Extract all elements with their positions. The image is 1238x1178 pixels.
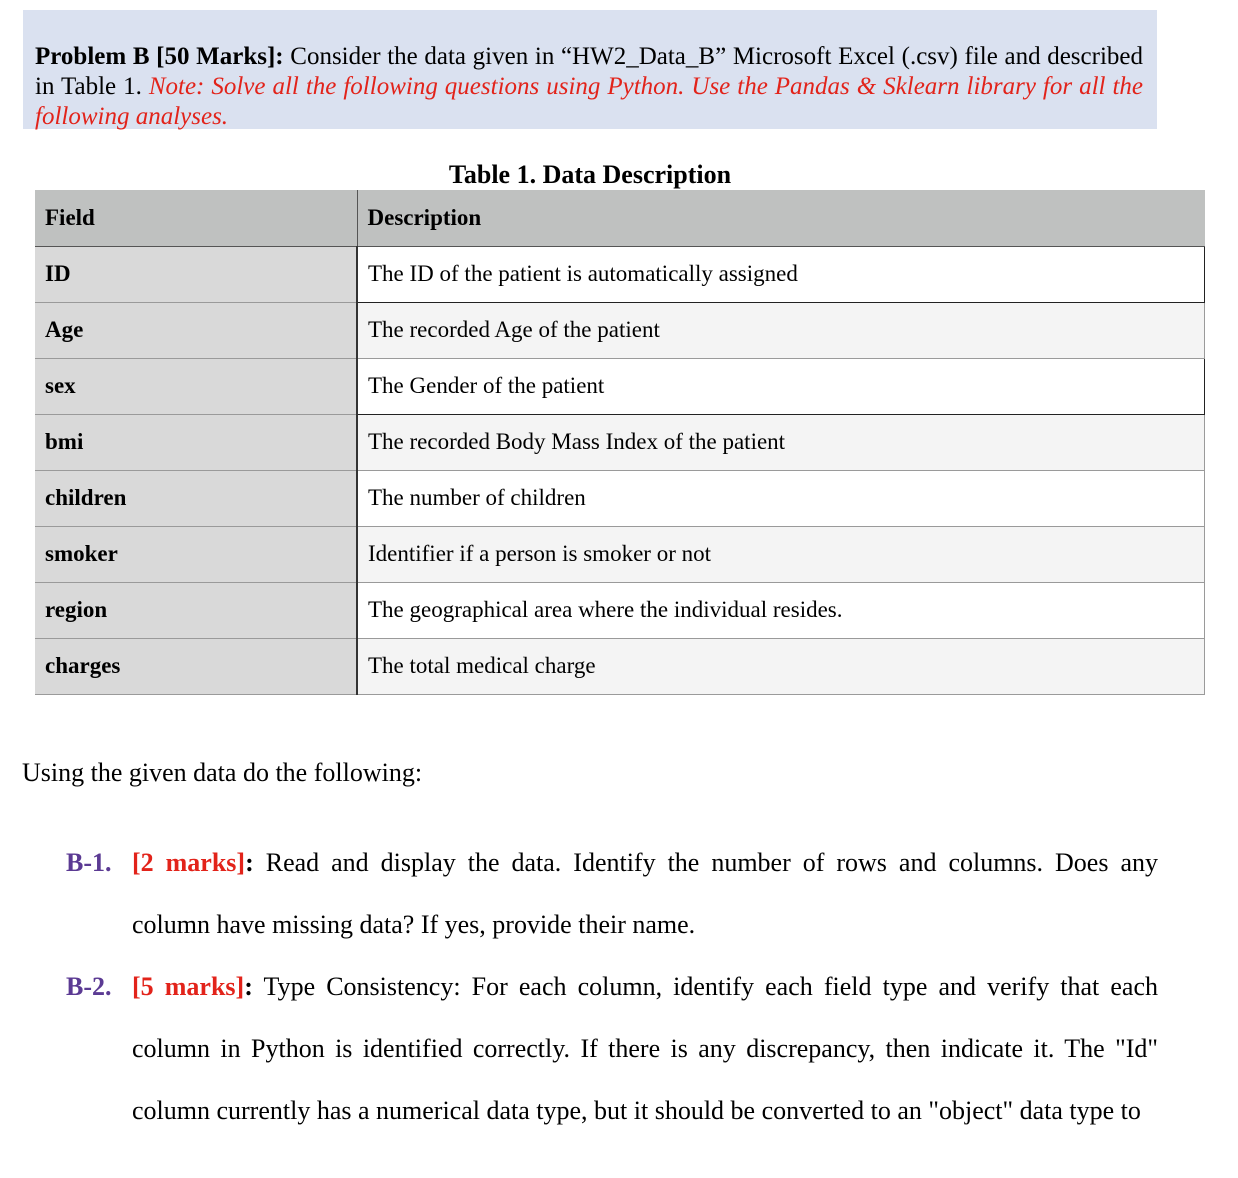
field-cell: bmi xyxy=(35,414,357,470)
question-b1 xyxy=(66,832,1158,956)
marks-colon: : xyxy=(245,848,254,877)
table-row xyxy=(35,414,1205,470)
problem-title: Problem B [50 Marks]: xyxy=(35,43,284,70)
description-cell: The total medical charge xyxy=(357,638,1205,694)
field-cell: children xyxy=(35,470,357,526)
description-cell: The recorded Age of the patient xyxy=(357,302,1205,358)
field-cell: ID xyxy=(35,246,357,302)
table-row xyxy=(35,302,1205,358)
question-text: Read and display the data. Identify the number of rows and columns. Does any column have missing data? If yes, provide their name. xyxy=(132,848,1158,939)
header-field: Field xyxy=(35,190,357,246)
description-cell: The recorded Body Mass Index of the patient xyxy=(357,414,1205,470)
field-cell: smoker xyxy=(35,526,357,582)
question-b2 xyxy=(66,956,1158,1142)
question-marks: [5 marks] xyxy=(132,972,245,1001)
table-caption: Table 1. Data Description xyxy=(448,160,732,189)
description-cell: The Gender of the patient xyxy=(357,358,1205,414)
problem-header xyxy=(23,10,1157,129)
table-row xyxy=(35,582,1205,638)
table-header-row xyxy=(35,190,1205,246)
description-cell: The number of children xyxy=(357,470,1205,526)
table-row xyxy=(35,470,1205,526)
table-row xyxy=(35,638,1205,694)
question-text: Type Consistency: For each column, identify each field type and verify that each column in Python is identified correctly. If there is any discrepancy, then indicate it. The "Id" column currently has a numerical data type, but it should be converted to an "object" data type to xyxy=(132,972,1158,1125)
description-cell: The geographical area where the individual resides. xyxy=(357,582,1205,638)
table-row xyxy=(35,246,1205,302)
table-row xyxy=(35,526,1205,582)
question-marks: [2 marks] xyxy=(132,848,246,877)
question-number: B-2. xyxy=(66,972,112,1001)
field-cell: charges xyxy=(35,638,357,694)
field-cell: region xyxy=(35,582,357,638)
field-cell: Age xyxy=(35,302,357,358)
instructions-intro: Using the given data do the following: xyxy=(22,758,423,787)
marks-colon: : xyxy=(244,972,253,1001)
question-number: B-1. xyxy=(66,848,112,877)
table-row xyxy=(35,358,1205,414)
description-cell: The ID of the patient is automatically assigned xyxy=(357,246,1205,302)
problem-note: Note: Solve all the following questions using Python. Use the Pandas & Sklearn library for all the following analyses. xyxy=(35,73,1143,130)
field-cell: sex xyxy=(35,358,357,414)
description-cell: Identifier if a person is smoker or not xyxy=(357,526,1205,582)
problem-text: Consider the data given in “HW2_Data_B” Microsoft Excel (.csv) file and described in Table 1. xyxy=(35,43,1144,100)
header-description: Description xyxy=(357,190,1205,246)
data-description-table xyxy=(35,190,1205,695)
